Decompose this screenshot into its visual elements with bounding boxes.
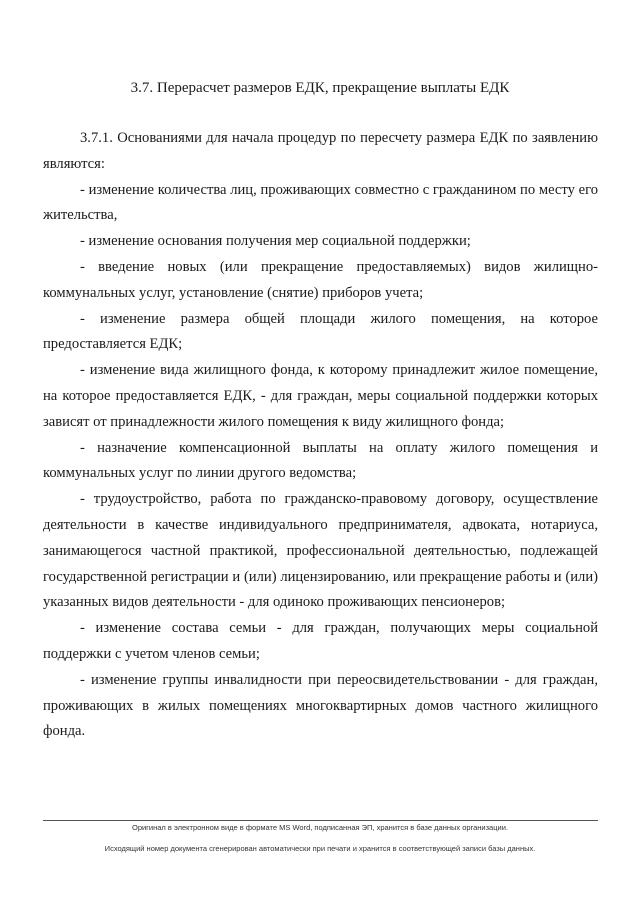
- footer-divider: [43, 820, 598, 821]
- list-item-employment-change: - трудоустройство, работа по гражданско-правовому договору, осуществление деятельности в качестве индивидуального предпринимателя, адвоката, нотариуса, занимающегося частной практикой, профессиональной деятельностью, подлежащей государственной регистрации и (или) лицензированию, или прекращение работы и (или) указанных видов деятельности - для одиноко проживающих пенсионеров;: [43, 491, 598, 611]
- footer-note-document-number: Исходящий номер документа сгенерирован автоматически при печати и хранится в соответствующей записи базы данных.: [104, 844, 536, 853]
- document-body: [43, 126, 598, 745]
- paragraph-grounds-intro: 3.7.1. Основаниями для начала процедур по пересчету размера ЕДК по заявлению являются:: [43, 130, 598, 172]
- list-item-housing-fund-change: - изменение вида жилищного фонда, к которому принадлежит жилое помещение, на которое предоставляется ЕДК, - для граждан, меры социальной поддержки которых зависят от принадлежности жилого помещения к виду жилищного фонда;: [43, 362, 598, 430]
- footer-note-original: Оригинал в электронном виде в формате MS Word, подписанная ЭП, хранится в базе данных организации.: [131, 823, 508, 832]
- list-item-area-change: - изменение размера общей площади жилого помещения, на которое предоставляется ЕДК;: [43, 310, 598, 353]
- list-item-compensation-assignment: - назначение компенсационной выплаты на оплату жилого помещения и коммунальных услуг по линии другого ведомства;: [43, 439, 598, 482]
- section-title: 3.7. Перерасчет размеров ЕДК, прекращение выплаты ЕДК: [130, 80, 510, 96]
- list-item-support-basis-change: - изменение основания получения мер социальной поддержки;: [80, 233, 471, 250]
- list-item-household-change: - изменение количества лиц, проживающих совместно с гражданином по месту его жительства,: [43, 181, 598, 224]
- list-item-family-composition-change: - изменение состава семьи - для граждан, получающих меры социальной поддержки с учетом членов семьи;: [43, 620, 598, 662]
- list-item-disability-group-change: - изменение группы инвалидности при переосвидетельствовании - для граждан, проживающих в жилых помещениях многоквартирных домов частного жилищного фонда.: [43, 671, 598, 740]
- list-item-utility-services-change: - введение новых (или прекращение предоставляемых) видов жилищно-коммунальных услуг, установление (снятие) приборов учета;: [43, 258, 598, 301]
